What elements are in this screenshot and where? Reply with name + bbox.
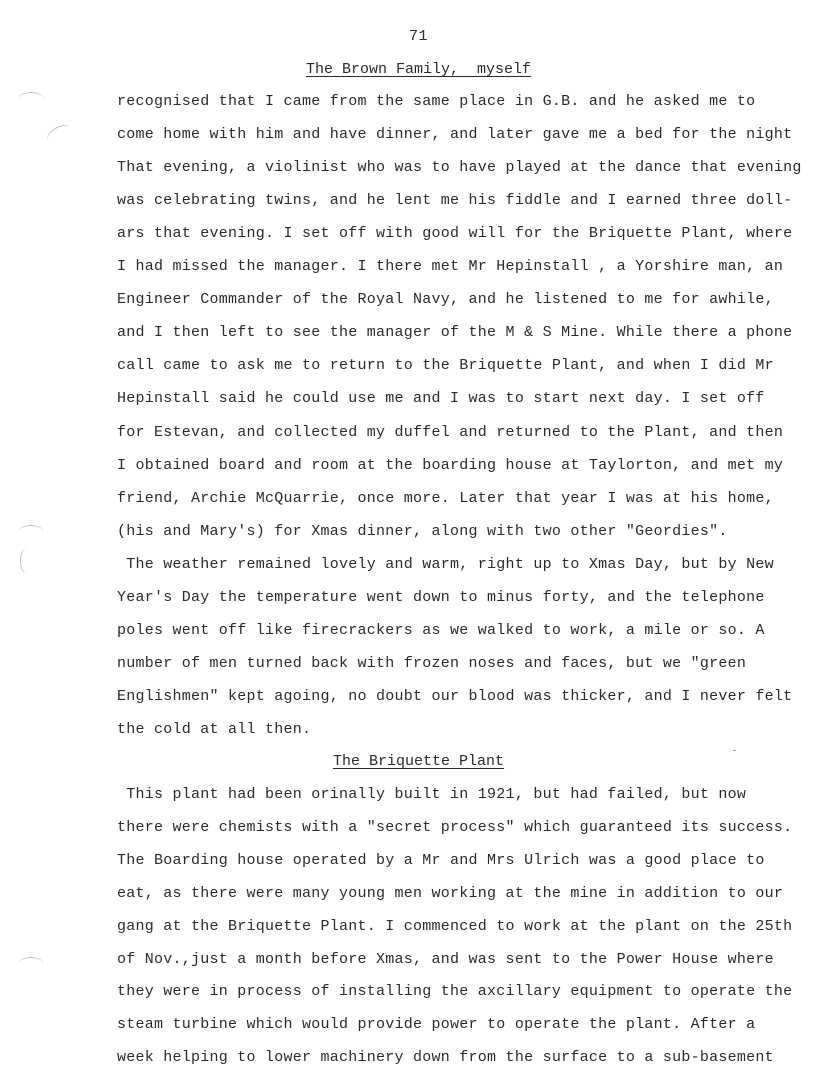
text-line: ars that evening. I set off with good will for the Briquette Plant, where xyxy=(117,225,793,243)
text-line: (his and Mary's) for Xmas dinner, along with two other "Geordies". xyxy=(117,522,728,540)
text-line: the cold at all then. xyxy=(117,720,312,738)
text-line: Englishmen" kept agoing, no doubt our blood was thicker, and I never felt xyxy=(117,687,793,705)
hole-punch-mark xyxy=(18,957,44,972)
text-line: The weather remained lovely and warm, right up to Xmas Day, but by New xyxy=(117,555,774,573)
text-line: steam turbine which would provide power to operate the plant. After a xyxy=(117,1016,756,1034)
text-line: poles went off like firecrackers as we walked to work, a mile or so. A xyxy=(117,621,765,639)
text-line: The Boarding house operated by a Mr and Mrs Ulrich was a good place to xyxy=(117,851,765,869)
text-line: was celebrating twins, and he lent me his fiddle and I earned three doll- xyxy=(117,192,793,210)
text-line: call came to ask me to return to the Briquette Plant, and when I did Mr xyxy=(117,357,774,375)
text-line: and I then left to see the manager of the M & S Mine. While there a phone xyxy=(117,324,793,342)
text-line: they were in process of installing the axcillary equipment to operate the xyxy=(117,983,793,1001)
text-line: week helping to lower machinery down from the surface to a sub-basement xyxy=(117,1049,774,1067)
text-line: This plant had been orinally built in 1921, but had failed, but now xyxy=(117,786,747,803)
text-line: for Estevan, and collected my duffel and returned to the Plant, and then xyxy=(117,423,784,441)
text-line: gang at the Briquette Plant. I commenced to work at the plant on the 25th xyxy=(117,917,793,935)
text-line: Hepinstall said he could use me and I was to start next day. I set off xyxy=(117,390,765,408)
text-line: That evening, a violinist who was to have played at the dance that evening xyxy=(117,159,802,177)
header-title: The Brown Family, myself xyxy=(305,61,532,78)
hole-punch-mark xyxy=(20,548,35,574)
text-line: friend, Archie McQuarrie, once more. Later that year I was at his home, xyxy=(117,489,774,507)
text-line: Engineer Commander of the Royal Navy, and he listened to me for awhile, xyxy=(117,291,774,309)
page-number: 71 xyxy=(408,28,428,45)
hole-punch-mark xyxy=(18,525,44,540)
text-line: come home with him and have dinner, and later gave me a bed for the night xyxy=(117,126,793,144)
text-line: I obtained board and room at the boarding house at Taylorton, and met my xyxy=(117,456,784,474)
text-line: eat, as there were many young men working at the mine in addition to our xyxy=(117,884,784,902)
hole-punch-mark xyxy=(44,122,74,148)
hole-punch-mark xyxy=(18,92,44,107)
text-line: Year's Day the temperature went down to minus forty, and the telephone xyxy=(117,588,765,606)
paper-speck xyxy=(733,750,736,751)
section-heading: The Briquette Plant xyxy=(332,753,505,770)
text-line: I had missed the manager. I there met Mr Hepinstall , a Yorshire man, an xyxy=(117,258,784,276)
text-line: recognised that I came from the same place in G.B. and he asked me to xyxy=(117,93,756,110)
text-line: there were chemists with a "secret process" which guaranteed its success. xyxy=(117,818,793,836)
text-line: number of men turned back with frozen noses and faces, but we "green xyxy=(117,654,747,672)
text-line: of Nov.,just a month before Xmas, and was sent to the Power House where xyxy=(117,950,774,968)
